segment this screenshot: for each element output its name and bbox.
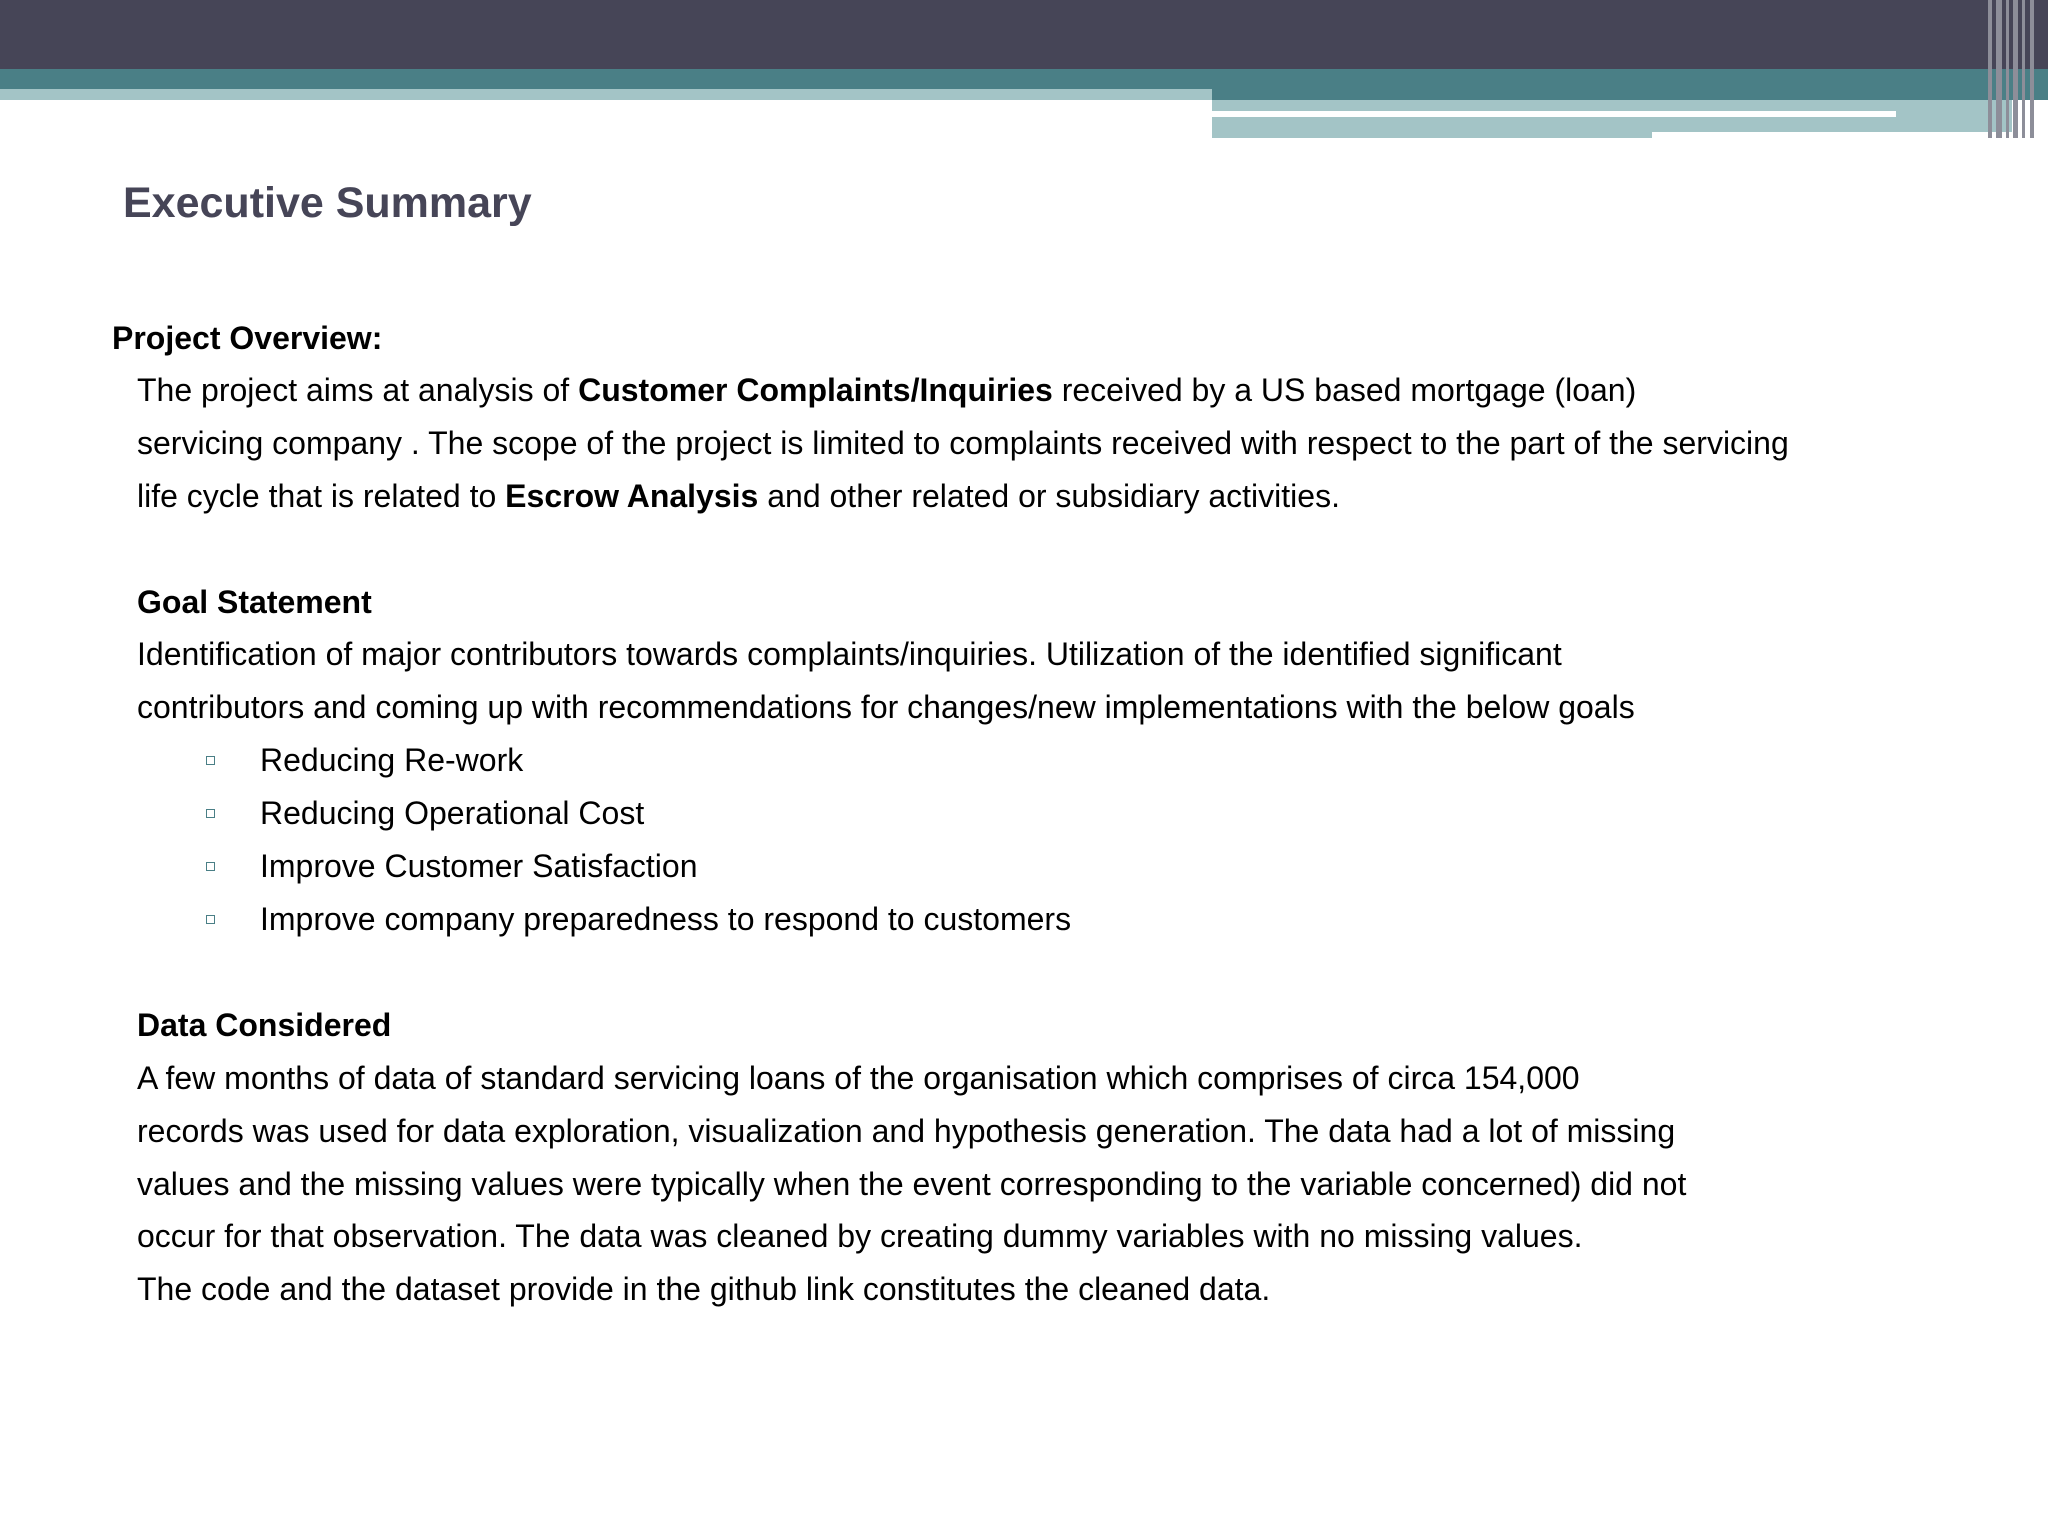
header-vertical-line <box>1996 0 2002 138</box>
header-vertical-line <box>2013 0 2018 138</box>
project-overview-line: servicing company . The scope of the project is limited to complaints received with respect to the part of the servicing <box>137 425 1789 461</box>
overview-text: The project aims at analysis of <box>137 372 579 408</box>
goal-bullet-item: Improve company preparedness to respond to customers <box>260 901 1072 937</box>
header-vertical-line <box>2030 0 2034 138</box>
goal-statement-heading: Goal Statement <box>137 584 372 620</box>
data-considered-heading: Data Considered <box>137 1007 392 1043</box>
header-vertical-line <box>1988 0 1992 138</box>
header-vertical-line <box>2022 0 2025 138</box>
data-considered-line: occur for that observation. The data was cleaned by creating dummy variables with no missing values. <box>137 1218 1583 1254</box>
data-considered-line: A few months of data of standard servicing loans of the organisation which comprises of circa 154,000 <box>137 1060 1580 1096</box>
goal-statement-line: contributors and coming up with recommendations for changes/new implementations with the below goals <box>137 689 1635 725</box>
square-bullet-icon <box>206 809 215 818</box>
overview-emphasis: Customer Complaints/Inquiries <box>578 372 1053 408</box>
goal-statement-line: Identification of major contributors towards complaints/inquiries. Utilization of the identified significant <box>137 636 1562 672</box>
square-bullet-icon <box>206 915 215 924</box>
header-vertical-line <box>2006 0 2009 138</box>
goal-bullet-item: Reducing Re-work <box>260 742 524 778</box>
overview-text: and other related or subsidiary activities. <box>758 478 1340 514</box>
goal-bullet-item: Reducing Operational Cost <box>260 795 645 831</box>
overview-text: received by a US based mortgage (loan) <box>1052 372 1637 408</box>
header-white-stripe <box>1212 111 1896 117</box>
slide-header-decoration <box>0 0 2048 140</box>
header-white-stripe-2 <box>1652 132 2012 140</box>
overview-emphasis: Escrow Analysis <box>505 478 759 514</box>
data-considered-line: values and the missing values were typically when the event corresponding to the variable concerned) did not <box>137 1166 1687 1202</box>
project-overview-heading: Project Overview: <box>112 320 383 356</box>
project-overview-line <box>137 476 1340 516</box>
project-overview-line <box>137 370 1636 410</box>
header-dark-band <box>0 0 2048 69</box>
slide-title: Executive Summary <box>123 179 532 227</box>
header-light-band-left <box>0 89 1212 100</box>
goal-bullet-item: Improve Customer Satisfaction <box>260 848 698 884</box>
data-considered-line: records was used for data exploration, visualization and hypothesis generation. The data had a lot of missing <box>137 1113 1676 1149</box>
data-considered-line: The code and the dataset provide in the github link constitutes the cleaned data. <box>137 1271 1271 1307</box>
square-bullet-icon <box>206 862 215 871</box>
overview-text: life cycle that is related to <box>137 478 506 514</box>
square-bullet-icon <box>206 756 215 765</box>
header-white-band-left <box>0 100 1212 140</box>
